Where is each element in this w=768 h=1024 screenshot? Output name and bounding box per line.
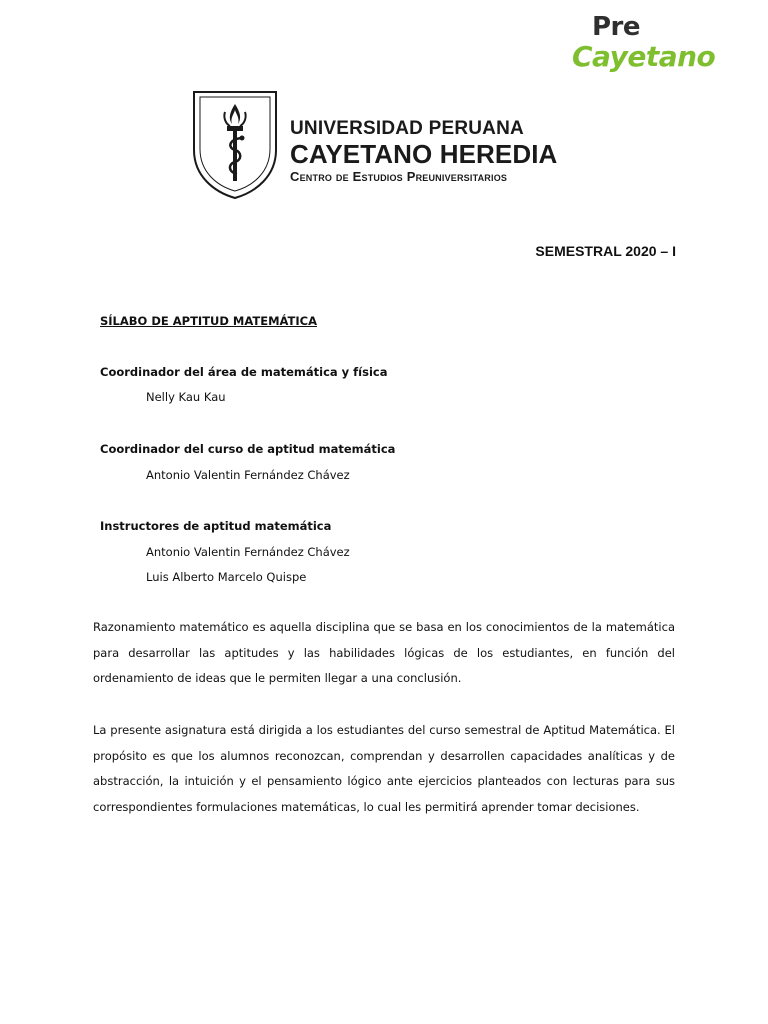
university-line3: Centro de Estudios Preuniversitarios (290, 169, 508, 184)
paragraph-purpose: La presente asignatura está dirigida a los estudiantes del curso semestral de Aptitud Matemática. El propósito es que los alumnos reconozcan, comprendan y desarrollen capacidades analíticas y de abstracción, la intuición y el pensamiento lógico ante ejercicios planteados con lecturas para sus correspondientes formulaciones matemáticas, lo cual les permitirá aprender tomar decisiones. (93, 723, 675, 814)
paragraph-intro: Razonamiento matemático es aquella disciplina que se basa en los conocimientos de la matemática para desarrollar las aptitudes y las habilidades lógicas de los estudiantes, en función del ordenamiento de ideas que le permiten llegar a una conclusión. (93, 620, 675, 685)
semester-label: SEMESTRAL 2020 – I (535, 243, 676, 259)
coordinator-course-heading: Coordinador del curso de aptitud matemática (100, 442, 396, 456)
brand-pre: Pre (592, 12, 641, 42)
coordinator-area-heading: Coordinador del área de matemática y física (100, 365, 388, 379)
instructors-heading: Instructores de aptitud matemática (100, 519, 332, 533)
university-line2: CAYETANO HEREDIA (290, 139, 558, 169)
syllabus-title: SÍLABO DE APTITUD MATEMÁTICA (100, 314, 317, 328)
coordinator-course-name: Antonio Valentin Fernández Chávez (146, 468, 350, 482)
university-name-block (290, 118, 557, 186)
university-seal-icon (190, 88, 280, 200)
coordinator-area-name: Nelly Kau Kau (146, 390, 226, 404)
university-header (190, 88, 578, 200)
instructor-name: Luis Alberto Marcelo Quispe (146, 570, 307, 584)
brand-cayetano: Cayetano (572, 40, 716, 73)
instructor-name: Antonio Valentin Fernández Chávez (146, 545, 350, 559)
university-line1: UNIVERSIDAD PERUANA (290, 118, 524, 139)
pre-cayetano-logo (570, 12, 720, 82)
